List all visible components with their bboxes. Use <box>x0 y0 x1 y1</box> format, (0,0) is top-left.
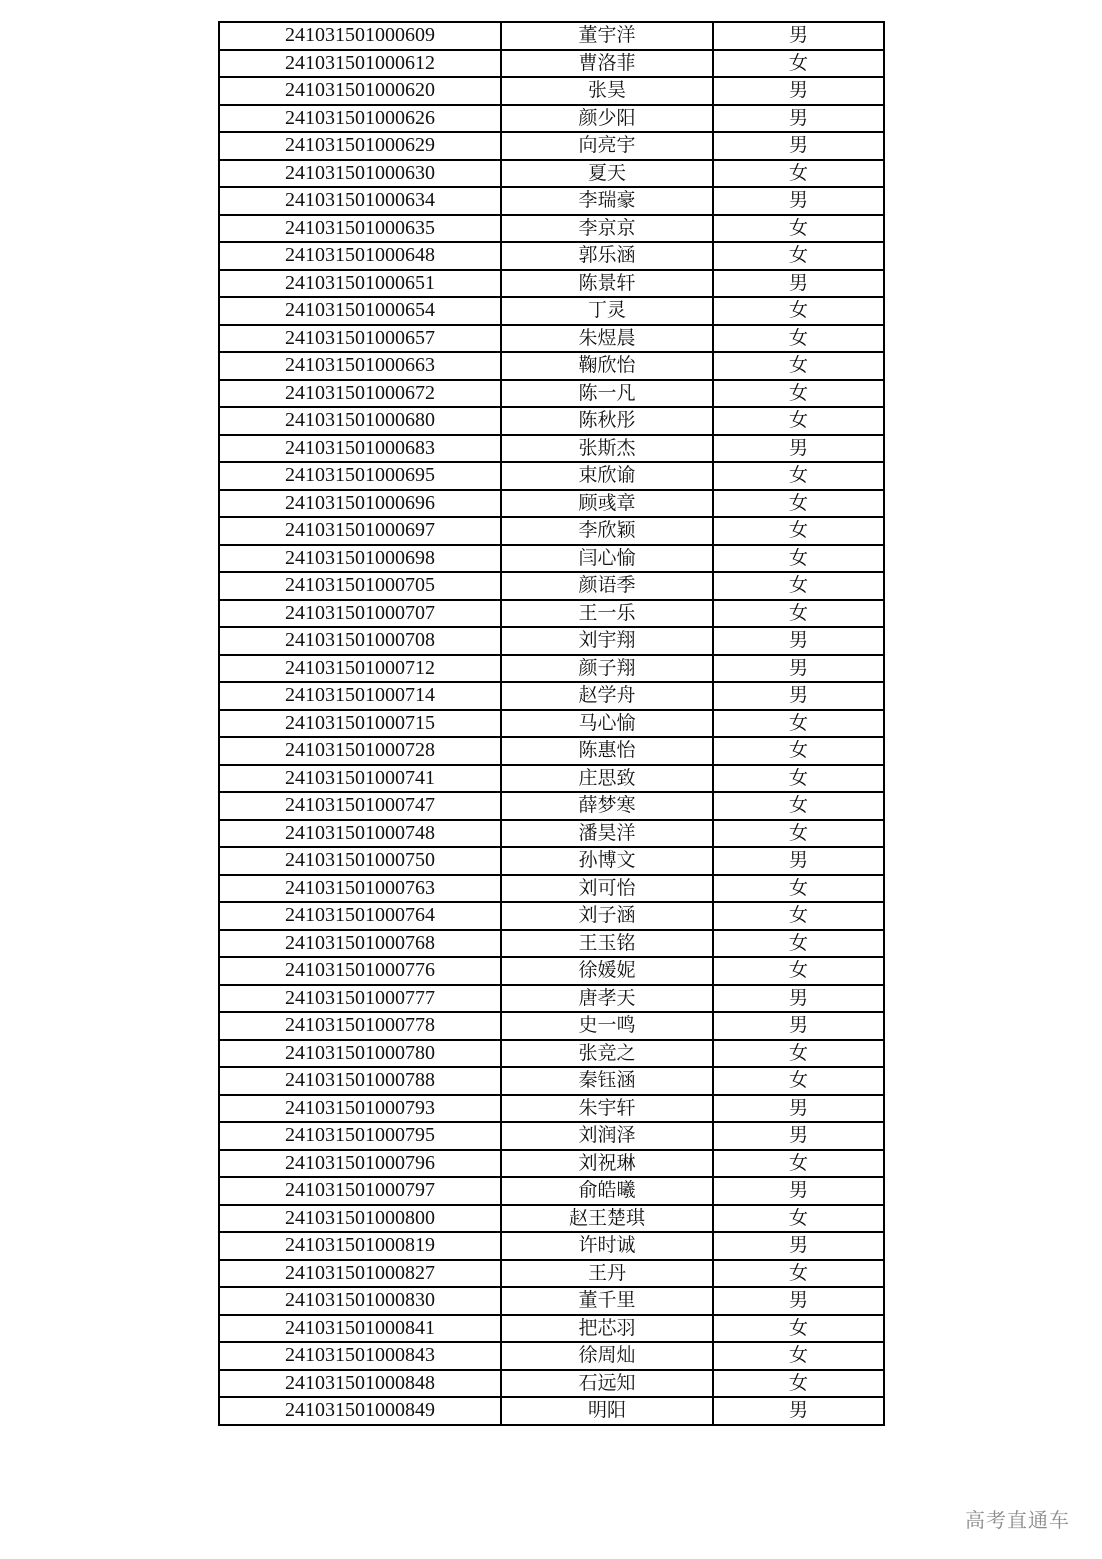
table-row <box>219 187 884 215</box>
gender-cell: 女 <box>713 50 884 78</box>
student-name-cell: 董千里 <box>501 1287 713 1315</box>
exam-number-cell: 241031501000848 <box>219 1370 501 1398</box>
student-name-cell: 刘祝琳 <box>501 1150 713 1178</box>
gender-cell: 女 <box>713 545 884 573</box>
gender-cell: 女 <box>713 517 884 545</box>
gender-cell: 女 <box>713 737 884 765</box>
gender-cell: 女 <box>713 765 884 793</box>
table-row <box>219 655 884 683</box>
table-row <box>219 1095 884 1123</box>
student-name-cell: 闫心愉 <box>501 545 713 573</box>
table-row <box>219 627 884 655</box>
exam-number-cell: 241031501000750 <box>219 847 501 875</box>
exam-number-cell: 241031501000780 <box>219 1040 501 1068</box>
student-name-cell: 刘子涵 <box>501 902 713 930</box>
exam-number-cell: 241031501000714 <box>219 682 501 710</box>
table-row <box>219 77 884 105</box>
table-row <box>219 270 884 298</box>
exam-number-cell: 241031501000683 <box>219 435 501 463</box>
gender-cell: 男 <box>713 847 884 875</box>
table-row <box>219 875 884 903</box>
gender-cell: 女 <box>713 1342 884 1370</box>
exam-number-cell: 241031501000778 <box>219 1012 501 1040</box>
student-name-cell: 王一乐 <box>501 600 713 628</box>
table-row <box>219 737 884 765</box>
student-name-cell: 薛梦寒 <box>501 792 713 820</box>
student-name-cell: 王玉铭 <box>501 930 713 958</box>
table-row <box>219 215 884 243</box>
gender-cell: 女 <box>713 1370 884 1398</box>
student-name-cell: 刘润泽 <box>501 1122 713 1150</box>
table-row <box>219 1177 884 1205</box>
gender-cell: 女 <box>713 215 884 243</box>
gender-cell: 女 <box>713 407 884 435</box>
roster-table <box>218 21 885 1426</box>
gender-cell: 女 <box>713 297 884 325</box>
table-row <box>219 1370 884 1398</box>
student-name-cell: 王丹 <box>501 1260 713 1288</box>
student-name-cell: 李京京 <box>501 215 713 243</box>
gender-cell: 女 <box>713 820 884 848</box>
student-name-cell: 庄思致 <box>501 765 713 793</box>
student-name-cell: 马心愉 <box>501 710 713 738</box>
exam-number-cell: 241031501000776 <box>219 957 501 985</box>
student-name-cell: 朱煜晨 <box>501 325 713 353</box>
exam-number-cell: 241031501000695 <box>219 462 501 490</box>
gender-cell: 女 <box>713 352 884 380</box>
table-row <box>219 847 884 875</box>
student-name-cell: 潘昊洋 <box>501 820 713 848</box>
table-row <box>219 132 884 160</box>
gender-cell: 女 <box>713 1205 884 1233</box>
table-row <box>219 545 884 573</box>
table-row <box>219 160 884 188</box>
gender-cell: 女 <box>713 572 884 600</box>
exam-number-cell: 241031501000747 <box>219 792 501 820</box>
watermark: 高考直通车 <box>965 1508 1070 1532</box>
table-row <box>219 517 884 545</box>
exam-number-cell: 241031501000648 <box>219 242 501 270</box>
gender-cell: 男 <box>713 1232 884 1260</box>
exam-number-cell: 241031501000849 <box>219 1397 501 1425</box>
table-row <box>219 985 884 1013</box>
table-row <box>219 682 884 710</box>
gender-cell: 男 <box>713 77 884 105</box>
student-name-cell: 徐周灿 <box>501 1342 713 1370</box>
student-name-cell: 颜少阳 <box>501 105 713 133</box>
student-name-cell: 石远知 <box>501 1370 713 1398</box>
table-row <box>219 380 884 408</box>
student-name-cell: 许时诚 <box>501 1232 713 1260</box>
student-name-cell: 李瑞豪 <box>501 187 713 215</box>
student-name-cell: 顾彧章 <box>501 490 713 518</box>
exam-number-cell: 241031501000764 <box>219 902 501 930</box>
gender-cell: 男 <box>713 105 884 133</box>
table-row <box>219 572 884 600</box>
gender-cell: 女 <box>713 1315 884 1343</box>
student-name-cell: 张竞之 <box>501 1040 713 1068</box>
gender-cell: 男 <box>713 1095 884 1123</box>
gender-cell: 女 <box>713 1040 884 1068</box>
exam-number-cell: 241031501000698 <box>219 545 501 573</box>
student-name-cell: 孙博文 <box>501 847 713 875</box>
exam-number-cell: 241031501000654 <box>219 297 501 325</box>
gender-cell: 女 <box>713 792 884 820</box>
student-name-cell: 曹洛菲 <box>501 50 713 78</box>
table-row <box>219 297 884 325</box>
exam-number-cell: 241031501000651 <box>219 270 501 298</box>
gender-cell: 女 <box>713 1260 884 1288</box>
table-row <box>219 490 884 518</box>
student-name-cell: 唐孝天 <box>501 985 713 1013</box>
table-row <box>219 902 884 930</box>
gender-cell: 男 <box>713 1287 884 1315</box>
gender-cell: 男 <box>713 187 884 215</box>
gender-cell: 女 <box>713 710 884 738</box>
student-name-cell: 把芯羽 <box>501 1315 713 1343</box>
exam-number-cell: 241031501000748 <box>219 820 501 848</box>
student-name-cell: 陈景轩 <box>501 270 713 298</box>
student-name-cell: 张斯杰 <box>501 435 713 463</box>
gender-cell: 女 <box>713 160 884 188</box>
gender-cell: 男 <box>713 985 884 1013</box>
gender-cell: 女 <box>713 1150 884 1178</box>
table-row <box>219 105 884 133</box>
gender-cell: 女 <box>713 325 884 353</box>
table-row <box>219 820 884 848</box>
gender-cell: 男 <box>713 270 884 298</box>
table-row <box>219 462 884 490</box>
gender-cell: 女 <box>713 875 884 903</box>
table-row <box>219 1067 884 1095</box>
student-name-cell: 郭乐涵 <box>501 242 713 270</box>
exam-number-cell: 241031501000707 <box>219 600 501 628</box>
student-name-cell: 刘宇翔 <box>501 627 713 655</box>
gender-cell: 女 <box>713 930 884 958</box>
gender-cell: 女 <box>713 242 884 270</box>
table-row <box>219 1287 884 1315</box>
table-row <box>219 1397 884 1425</box>
gender-cell: 女 <box>713 380 884 408</box>
exam-number-cell: 241031501000708 <box>219 627 501 655</box>
student-name-cell: 颜子翔 <box>501 655 713 683</box>
exam-number-cell: 241031501000819 <box>219 1232 501 1260</box>
exam-number-cell: 241031501000800 <box>219 1205 501 1233</box>
student-name-cell: 史一鸣 <box>501 1012 713 1040</box>
exam-number-cell: 241031501000768 <box>219 930 501 958</box>
gender-cell: 男 <box>713 1177 884 1205</box>
student-name-cell: 束欣谕 <box>501 462 713 490</box>
exam-number-cell: 241031501000827 <box>219 1260 501 1288</box>
gender-cell: 男 <box>713 682 884 710</box>
gender-cell: 男 <box>713 627 884 655</box>
table-row <box>219 1232 884 1260</box>
exam-number-cell: 241031501000712 <box>219 655 501 683</box>
student-name-cell: 刘可怡 <box>501 875 713 903</box>
table-row <box>219 1012 884 1040</box>
student-name-cell: 赵学舟 <box>501 682 713 710</box>
table-row <box>219 1315 884 1343</box>
gender-cell: 女 <box>713 902 884 930</box>
exam-number-cell: 241031501000612 <box>219 50 501 78</box>
table-row <box>219 1040 884 1068</box>
table-row <box>219 325 884 353</box>
exam-number-cell: 241031501000697 <box>219 517 501 545</box>
exam-number-cell: 241031501000797 <box>219 1177 501 1205</box>
student-name-cell: 秦钰涵 <box>501 1067 713 1095</box>
table-row <box>219 1122 884 1150</box>
student-name-cell: 向亮宇 <box>501 132 713 160</box>
exam-number-cell: 241031501000741 <box>219 765 501 793</box>
exam-number-cell: 241031501000635 <box>219 215 501 243</box>
gender-cell: 女 <box>713 957 884 985</box>
exam-number-cell: 241031501000696 <box>219 490 501 518</box>
exam-number-cell: 241031501000630 <box>219 160 501 188</box>
exam-number-cell: 241031501000795 <box>219 1122 501 1150</box>
gender-cell: 男 <box>713 1397 884 1425</box>
student-name-cell: 俞皓曦 <box>501 1177 713 1205</box>
exam-number-cell: 241031501000788 <box>219 1067 501 1095</box>
student-name-cell: 李欣颖 <box>501 517 713 545</box>
student-name-cell: 鞠欣怡 <box>501 352 713 380</box>
student-name-cell: 徐媛妮 <box>501 957 713 985</box>
exam-number-cell: 241031501000657 <box>219 325 501 353</box>
exam-number-cell: 241031501000663 <box>219 352 501 380</box>
student-name-cell: 陈秋彤 <box>501 407 713 435</box>
table-row <box>219 1342 884 1370</box>
exam-number-cell: 241031501000763 <box>219 875 501 903</box>
exam-number-cell: 241031501000841 <box>219 1315 501 1343</box>
table-row <box>219 1260 884 1288</box>
exam-number-cell: 241031501000793 <box>219 1095 501 1123</box>
exam-number-cell: 241031501000626 <box>219 105 501 133</box>
gender-cell: 男 <box>713 1012 884 1040</box>
roster-body <box>219 22 884 1425</box>
gender-cell: 男 <box>713 1122 884 1150</box>
exam-number-cell: 241031501000796 <box>219 1150 501 1178</box>
table-row <box>219 352 884 380</box>
student-name-cell: 董宇洋 <box>501 22 713 50</box>
student-name-cell: 陈惠怡 <box>501 737 713 765</box>
exam-number-cell: 241031501000620 <box>219 77 501 105</box>
table-row <box>219 930 884 958</box>
exam-number-cell: 241031501000672 <box>219 380 501 408</box>
student-name-cell: 朱宇轩 <box>501 1095 713 1123</box>
table-row <box>219 1205 884 1233</box>
exam-number-cell: 241031501000629 <box>219 132 501 160</box>
table-row <box>219 600 884 628</box>
exam-number-cell: 241031501000634 <box>219 187 501 215</box>
exam-number-cell: 241031501000728 <box>219 737 501 765</box>
gender-cell: 女 <box>713 462 884 490</box>
student-name-cell: 夏天 <box>501 160 713 188</box>
table-row <box>219 50 884 78</box>
table-row <box>219 765 884 793</box>
gender-cell: 男 <box>713 22 884 50</box>
table-row <box>219 22 884 50</box>
gender-cell: 男 <box>713 132 884 160</box>
exam-number-cell: 241031501000777 <box>219 985 501 1013</box>
table-row <box>219 435 884 463</box>
student-name-cell: 丁灵 <box>501 297 713 325</box>
gender-cell: 女 <box>713 1067 884 1095</box>
gender-cell: 女 <box>713 600 884 628</box>
student-name-cell: 张昊 <box>501 77 713 105</box>
table-row <box>219 792 884 820</box>
exam-number-cell: 241031501000609 <box>219 22 501 50</box>
exam-number-cell: 241031501000680 <box>219 407 501 435</box>
exam-number-cell: 241031501000705 <box>219 572 501 600</box>
table-row <box>219 1150 884 1178</box>
gender-cell: 女 <box>713 490 884 518</box>
gender-cell: 男 <box>713 655 884 683</box>
student-name-cell: 陈一凡 <box>501 380 713 408</box>
table-row <box>219 407 884 435</box>
exam-number-cell: 241031501000843 <box>219 1342 501 1370</box>
student-name-cell: 颜语季 <box>501 572 713 600</box>
exam-number-cell: 241031501000715 <box>219 710 501 738</box>
exam-number-cell: 241031501000830 <box>219 1287 501 1315</box>
table-row <box>219 710 884 738</box>
gender-cell: 男 <box>713 435 884 463</box>
student-name-cell: 赵王楚琪 <box>501 1205 713 1233</box>
student-name-cell: 明阳 <box>501 1397 713 1425</box>
table-row <box>219 957 884 985</box>
table-row <box>219 242 884 270</box>
